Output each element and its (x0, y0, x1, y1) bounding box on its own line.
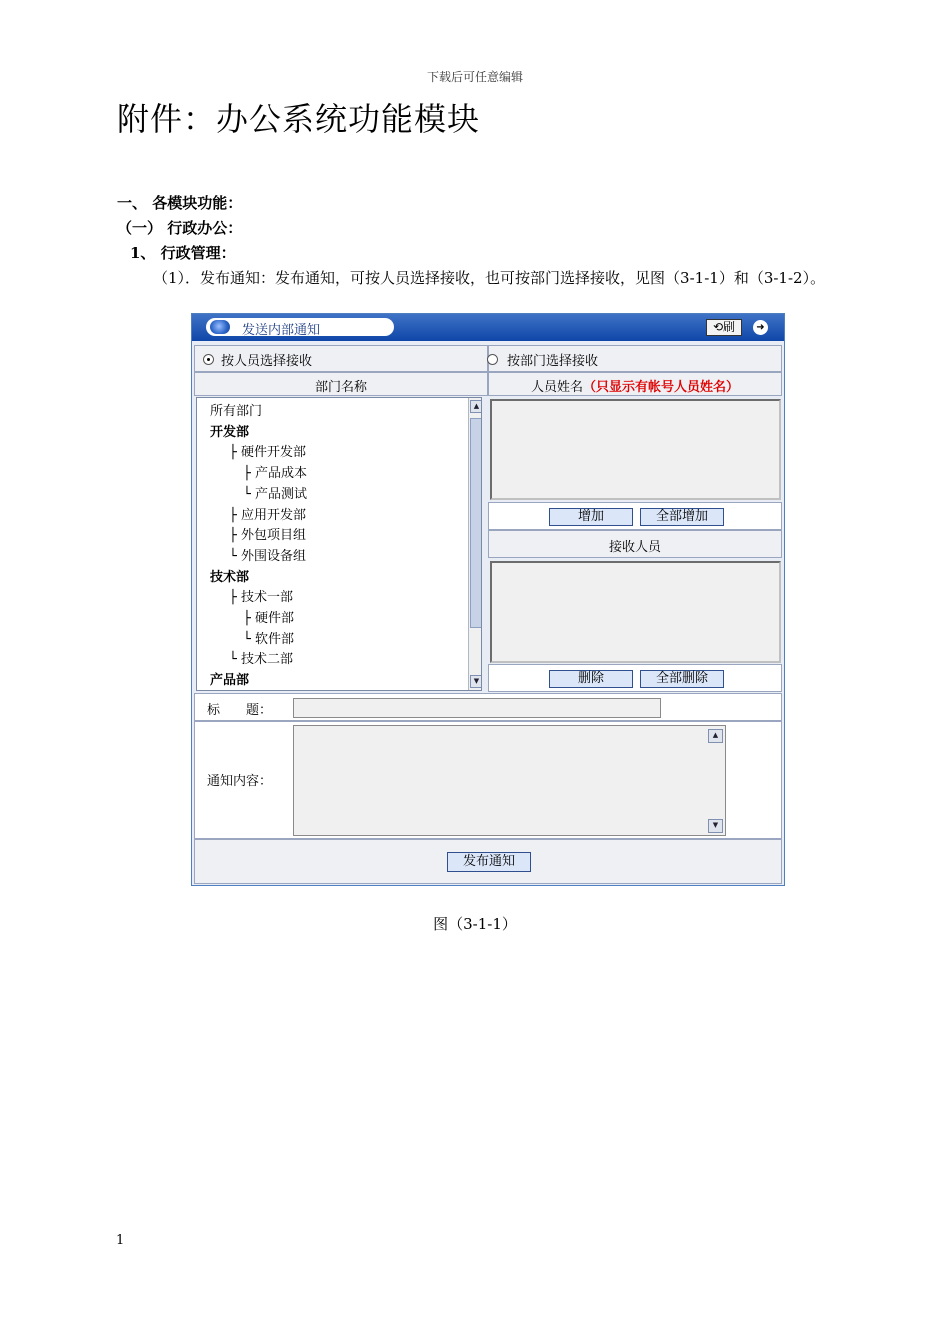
tree-branch-glyph: ├ (229, 528, 241, 544)
dept-name-header: 部门名称 (314, 380, 367, 395)
publish-button[interactable]: 发布通知 (447, 852, 531, 872)
tree-item[interactable] (210, 669, 249, 688)
radio-by-person-label: 按人员选择接收 (221, 354, 313, 369)
tree-branch-glyph: ├ (229, 507, 241, 523)
subject-input[interactable] (293, 698, 661, 718)
tree-item-label: 硬件部 (254, 611, 294, 626)
delete-all-button[interactable]: 全部删除 (640, 670, 724, 688)
section-heading-3: 1、 行政管理： (130, 244, 236, 262)
globe-icon (210, 320, 230, 334)
tree-branch-glyph: └ (229, 548, 241, 564)
tree-branch-glyph: ├ (229, 445, 241, 461)
tree-branch-glyph: └ (243, 631, 255, 647)
tree-branch-glyph: └ (229, 652, 241, 668)
tree-item-label: 技术二部 (240, 652, 293, 668)
scroll-thumb[interactable] (470, 418, 482, 628)
tree-item[interactable] (229, 504, 306, 523)
radio-by-dept[interactable] (487, 354, 498, 365)
send-notice-window (191, 313, 785, 886)
subject-row (194, 693, 782, 721)
page-number: 1 (116, 1233, 125, 1248)
person-list-box[interactable] (490, 399, 781, 500)
tree-item-label: 产品成本 (254, 466, 307, 482)
tree-item[interactable] (210, 421, 249, 440)
person-name-note: （只显示有帐号人员姓名） (583, 380, 740, 395)
document-title: 附件：办公系统功能模块 (117, 100, 481, 138)
content-label: 通知内容： (207, 774, 273, 789)
body-paragraph: （1）．发布通知：发布通知，可按人员选择接收，也可按部门选择接收，见图（3-1-1）和（3-1-2）。 (153, 269, 826, 287)
window-title: 发送内部通知 (242, 323, 321, 338)
tree-branch-glyph: ├ (243, 466, 255, 482)
radio-cell-person (194, 345, 488, 372)
add-button[interactable]: 增加 (549, 508, 633, 526)
window-title-pill (206, 318, 394, 336)
tree-item-label: 技术一部 (240, 590, 293, 606)
content-scroll-up-icon[interactable]: ▲ (708, 729, 723, 743)
header-note: 下载后可任意编辑 (426, 70, 523, 84)
tree-item[interactable] (243, 462, 307, 481)
tree-item[interactable] (229, 586, 293, 605)
content-scroll-down-icon[interactable]: ▼ (708, 819, 723, 833)
tree-item[interactable] (243, 607, 294, 626)
person-name-header-text: 人员姓名 (530, 380, 583, 395)
publish-row (194, 839, 782, 884)
tree-item[interactable] (229, 524, 306, 543)
tree-item[interactable] (229, 545, 306, 564)
tree-item-label: 开发部 (210, 424, 250, 440)
tree-branch-glyph: └ (243, 486, 255, 502)
add-buttons-cell (488, 502, 782, 530)
delete-button[interactable]: 删除 (549, 670, 633, 688)
person-name-header (489, 376, 781, 395)
refresh-label: 刷 (723, 320, 736, 334)
receivers-header-cell (488, 530, 782, 558)
scroll-down-icon[interactable]: ▼ (470, 675, 482, 688)
delete-buttons-cell (488, 664, 782, 692)
refresh-button[interactable] (706, 319, 742, 336)
tree-item-label: 产品测试 (254, 486, 307, 502)
tree-item[interactable] (243, 628, 294, 647)
radio-by-dept-label: 按部门选择接收 (507, 354, 599, 369)
receivers-list-box[interactable] (490, 561, 781, 663)
dept-name-header-cell (194, 372, 488, 396)
figure-caption: 图（3-1-1） (433, 915, 517, 933)
add-all-button[interactable]: 全部增加 (640, 508, 724, 526)
receivers-header: 接收人员 (608, 540, 661, 555)
section-heading-2: （一） 行政办公： (117, 219, 243, 237)
tree-item[interactable] (229, 648, 293, 667)
tree-item[interactable] (210, 400, 262, 419)
refresh-icon: ⟲ (712, 320, 724, 334)
section-heading-1: 一、 各模块功能： (117, 194, 243, 212)
tree-item[interactable] (243, 483, 307, 502)
tree-branch-glyph: ├ (243, 611, 255, 626)
tree-item-label: 软件部 (254, 631, 294, 647)
tree-item[interactable] (210, 566, 249, 585)
tree-item-label: 技术部 (210, 569, 250, 585)
department-tree[interactable] (196, 397, 482, 691)
radio-by-person[interactable] (203, 354, 214, 365)
content-row (194, 721, 782, 839)
tree-scrollbar[interactable] (468, 398, 482, 690)
tree-item-label: 应用开发部 (240, 507, 306, 523)
window-titlebar (192, 314, 784, 341)
tree-branch-glyph: ├ (229, 590, 241, 606)
arrow-right-icon[interactable]: ➜ (753, 320, 768, 335)
tree-item[interactable] (229, 441, 306, 460)
tree-item-label: 硬件开发部 (240, 445, 306, 461)
tree-item-label: 外围设备组 (240, 548, 306, 564)
content-textarea[interactable] (293, 725, 726, 836)
scroll-up-icon[interactable]: ▲ (470, 400, 482, 413)
tree-item-label: 外包项目组 (240, 528, 306, 544)
radio-cell-dept (488, 345, 782, 372)
tree-item-label: 产品部 (210, 673, 250, 689)
subject-label: 标 题： (207, 703, 273, 718)
tree-item-label: 所有部门 (210, 404, 263, 419)
person-name-header-cell (488, 372, 782, 396)
